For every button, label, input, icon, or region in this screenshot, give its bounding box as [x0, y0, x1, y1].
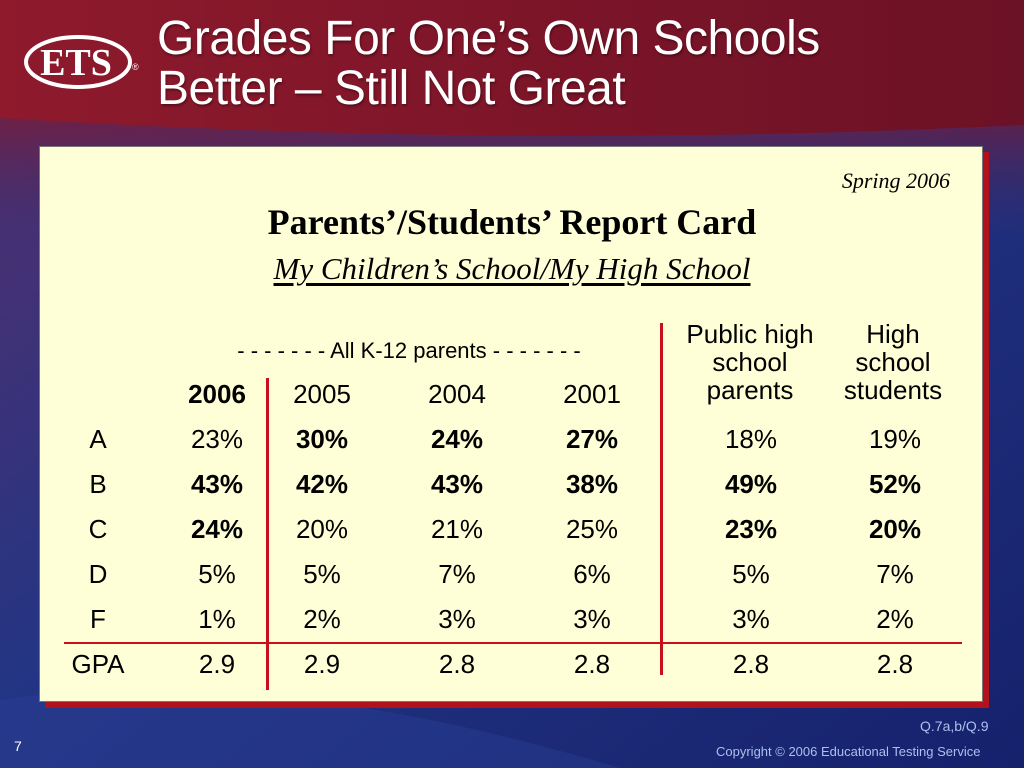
registered-mark: ®	[132, 62, 139, 72]
table-cell: 2.9	[303, 649, 341, 679]
year-header-2004: 2004	[428, 379, 486, 409]
row-label: C	[88, 514, 108, 544]
logo-text: ETS	[40, 42, 112, 84]
table-cell: 5%	[198, 559, 236, 589]
table-cell: 5%	[732, 559, 770, 589]
row-label: A	[89, 424, 107, 454]
question-reference: Q.7a,b/Q.9	[920, 718, 989, 734]
table-cell: 2.8	[573, 649, 611, 679]
report-subtitle	[40, 251, 984, 287]
table-cell: 2%	[876, 604, 914, 634]
report-card-panel	[39, 146, 983, 702]
table-cell: 2%	[303, 604, 341, 634]
table-cell: 2.8	[732, 649, 770, 679]
table-cell: 30%	[295, 424, 349, 454]
row-label: GPA	[71, 649, 125, 679]
table-cell: 7%	[876, 559, 914, 589]
year-header-2006: 2006	[188, 379, 246, 409]
header-line: High	[866, 319, 920, 349]
table-cell: 20%	[868, 514, 922, 544]
header-line: school	[712, 347, 788, 377]
table-cell: 23%	[724, 514, 778, 544]
table-cell: 2.8	[876, 649, 914, 679]
table-cell: 21%	[430, 514, 484, 544]
k12-group-header: - - - - - - - All K-12 parents - - - - - - -	[237, 338, 581, 363]
table-cell: 25%	[565, 514, 619, 544]
title-line-1: Grades For One’s Own Schools	[157, 12, 820, 65]
table-cell: 18%	[724, 424, 778, 454]
divider-k12-parents	[660, 323, 663, 675]
table-cell: 2.8	[438, 649, 476, 679]
table-cell: 19%	[868, 424, 922, 454]
report-subtitle-text: My Children’s School/My High School	[273, 251, 751, 286]
table-cell: 42%	[295, 469, 349, 499]
report-title: Parents’/Students’ Report Card	[267, 202, 757, 242]
header-line: students	[843, 375, 943, 405]
table-cell: 23%	[190, 424, 244, 454]
copyright-notice: Copyright © 2006 Educational Testing Service	[716, 744, 981, 759]
page-number: 7	[14, 738, 22, 754]
year-header-2005: 2005	[293, 379, 351, 409]
header-line: parents	[706, 375, 794, 405]
header-line: Public high	[686, 319, 814, 349]
row-label: F	[90, 604, 106, 634]
public-high-school-parents-header	[660, 320, 840, 404]
table-cell: 43%	[430, 469, 484, 499]
title-line-2: Better – Still Not Great	[157, 62, 626, 115]
table-cell: 43%	[190, 469, 244, 499]
table-cell: 24%	[430, 424, 484, 454]
table-cell: 7%	[438, 559, 476, 589]
table-cell: 3%	[573, 604, 611, 634]
year-header-2001: 2001	[563, 379, 621, 409]
gpa-separator	[64, 642, 962, 644]
table-cell: 2.9	[198, 649, 236, 679]
table-cell: 6%	[573, 559, 611, 589]
high-school-students-header	[828, 320, 958, 404]
table-cell: 3%	[732, 604, 770, 634]
ets-logo	[22, 28, 142, 92]
table-cell: 49%	[724, 469, 778, 499]
table-cell: 3%	[438, 604, 476, 634]
table-cell: 24%	[190, 514, 244, 544]
row-label: D	[88, 559, 108, 589]
slide-title	[157, 14, 1017, 114]
table-cell: 52%	[868, 469, 922, 499]
report-date: Spring 2006	[841, 168, 950, 193]
table-cell: 20%	[295, 514, 349, 544]
table-cell: 1%	[198, 604, 236, 634]
table-cell: 5%	[303, 559, 341, 589]
row-label: B	[89, 469, 107, 499]
table-cell: 38%	[565, 469, 619, 499]
header-line: school	[855, 347, 931, 377]
table-cell: 27%	[565, 424, 619, 454]
